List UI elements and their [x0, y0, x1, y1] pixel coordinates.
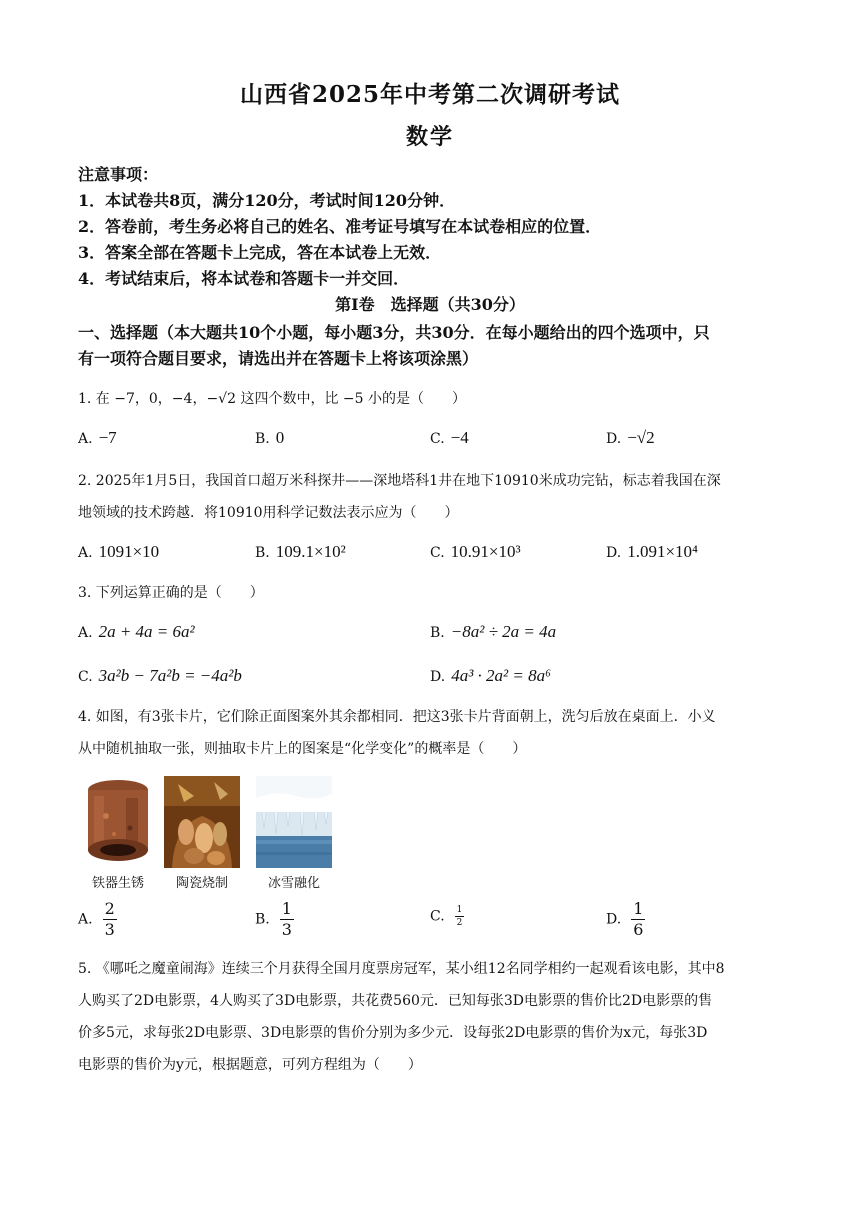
notes-heading: 注意事项：: [78, 165, 159, 184]
q3-option-d: [430, 666, 551, 686]
q1-option-b: [255, 428, 284, 448]
section-instruction: 有一项符合题目要求，请选出并在答题卡上将该项涂黑）: [78, 349, 479, 368]
q2-option-a: [78, 542, 159, 562]
q1-option-a: [78, 428, 117, 448]
option-text: −√2: [627, 428, 655, 447]
option-text: 4a³ · 2a² = 8a⁶: [451, 666, 552, 685]
fraction: [631, 900, 645, 939]
fraction-numerator: 1: [633, 899, 644, 918]
option-text: −8a² ÷ 2a = 4a: [450, 622, 557, 641]
question-5-stem: 电影票的售价为y元，根据题意，可列方程组为（ ）: [78, 1057, 422, 1073]
q4-option-d: [606, 900, 645, 939]
notes-item: 1．本试卷共8页，满分120分，考试时间120分钟．: [78, 191, 456, 210]
pottery-image: [164, 776, 240, 868]
option-text: 3a²b − 7a²b = −4a²b: [98, 666, 242, 685]
fraction-numerator: 2: [104, 899, 115, 918]
question-5-stem: 5. 《哪吒之魔童闹海》连续三个月获得全国月度票房冠军，某小组12名同学相约一起观看该电影，其中8: [78, 961, 725, 977]
q2-option-b: [255, 542, 346, 562]
notes-item: 2．答卷前，考生务必将自己的姓名、准考证号填写在本试卷相应的位置．: [78, 217, 602, 236]
q4-option-a: [78, 900, 117, 939]
question-1-stem: 1. 在 −7，0，−4，−√2 这四个数中，比 −5 小的是（ ）: [78, 391, 466, 407]
q1-option-d: [606, 428, 655, 448]
option-text: 0: [275, 428, 285, 447]
section-instruction: 一、选择题（本大题共10个小题，每小题3分，共30分．在每小题给出的四个选项中，只: [78, 323, 710, 342]
option-text: 10.91×10³: [450, 542, 521, 561]
option-text: 1091×10: [98, 542, 160, 561]
option-label: D.: [606, 545, 622, 561]
exam-title: 山西省2025年中考第二次调研考试: [239, 81, 620, 108]
option-label: A.: [78, 911, 93, 928]
option-label: D.: [430, 669, 446, 685]
card-caption: 陶瓷烧制: [175, 876, 228, 891]
rusty-iron-image: [80, 776, 156, 868]
question-4-stem: 4. 如图，有3张卡片，它们除正面图案外其余都相同．把这3张卡片背面朝上，洗匀后放在桌面上．小义: [78, 709, 716, 725]
question-5-stem: 价多5元，求每张2D电影票、3D电影票的售价分别为多少元．设每张2D电影票的售价为x元，每张3D: [78, 1025, 708, 1041]
fraction-numerator: 1: [456, 905, 463, 915]
question-4-stem: 从中随机抽取一张，则抽取卡片上的图案是“化学变化”的概率是（ ）: [78, 741, 527, 757]
option-label: C.: [430, 908, 445, 925]
option-label: B.: [255, 431, 270, 447]
notes-item: 3．答案全部在答题卡上完成，答在本试卷上无效．: [78, 243, 442, 262]
fraction-denominator: 3: [104, 920, 115, 939]
q3-option-a: [78, 622, 195, 642]
q1-option-c: [430, 428, 469, 448]
fraction: [280, 900, 294, 939]
option-text: −4: [450, 428, 469, 447]
option-label: D.: [606, 911, 622, 928]
fraction: [455, 905, 465, 928]
section-title: 第Ⅰ卷 选择题（共30分）: [335, 295, 525, 314]
option-label: A.: [78, 431, 93, 447]
q4-option-c: [430, 905, 464, 928]
melting-ice-image: [256, 776, 332, 868]
fraction: [103, 900, 117, 939]
fraction-denominator: 2: [456, 918, 463, 928]
question-5-stem: 人购买了2D电影票，4人购买了3D电影票，共花费560元．已知每张3D电影票的售价比2D电影票的售: [78, 993, 713, 1009]
option-text: −7: [98, 428, 117, 447]
exam-subject: 数学: [405, 124, 454, 150]
option-label: B.: [255, 911, 270, 928]
option-label: C.: [430, 431, 445, 447]
fraction-numerator: 1: [281, 899, 292, 918]
option-label: C.: [430, 545, 445, 561]
question-2-stem: 2. 2025年1月5日，我国首口超万米科探井——深地塔科1井在地下10910米成功完钻，标志着我国在深: [78, 473, 721, 489]
option-label: B.: [430, 625, 445, 641]
option-label: B.: [255, 545, 270, 561]
q4-option-b: [255, 900, 294, 939]
option-text: 109.1×10²: [275, 542, 346, 561]
notes-item: 4．考试结束后，将本试卷和答题卡一并交回．: [78, 269, 410, 288]
q3-option-c: [78, 666, 242, 686]
card-caption: 铁器生锈: [91, 876, 144, 891]
question-2-stem: 地领域的技术跨越．将10910用科学记数法表示应为（ ）: [78, 505, 459, 521]
option-label: D.: [606, 431, 622, 447]
q2-option-c: [430, 542, 521, 562]
option-label: C.: [78, 669, 93, 685]
option-text: 1.091×10⁴: [627, 542, 698, 561]
fraction-denominator: 6: [633, 920, 644, 939]
q2-option-d: [606, 542, 698, 562]
card-caption: 冰雪融化: [267, 876, 320, 891]
question-3-stem: 3. 下列运算正确的是（ ）: [78, 585, 264, 601]
option-label: A.: [78, 625, 93, 641]
option-label: A.: [78, 545, 93, 561]
q3-option-b: [430, 622, 556, 642]
fraction-denominator: 3: [281, 920, 292, 939]
option-text: 2a + 4a = 6a²: [98, 622, 195, 641]
